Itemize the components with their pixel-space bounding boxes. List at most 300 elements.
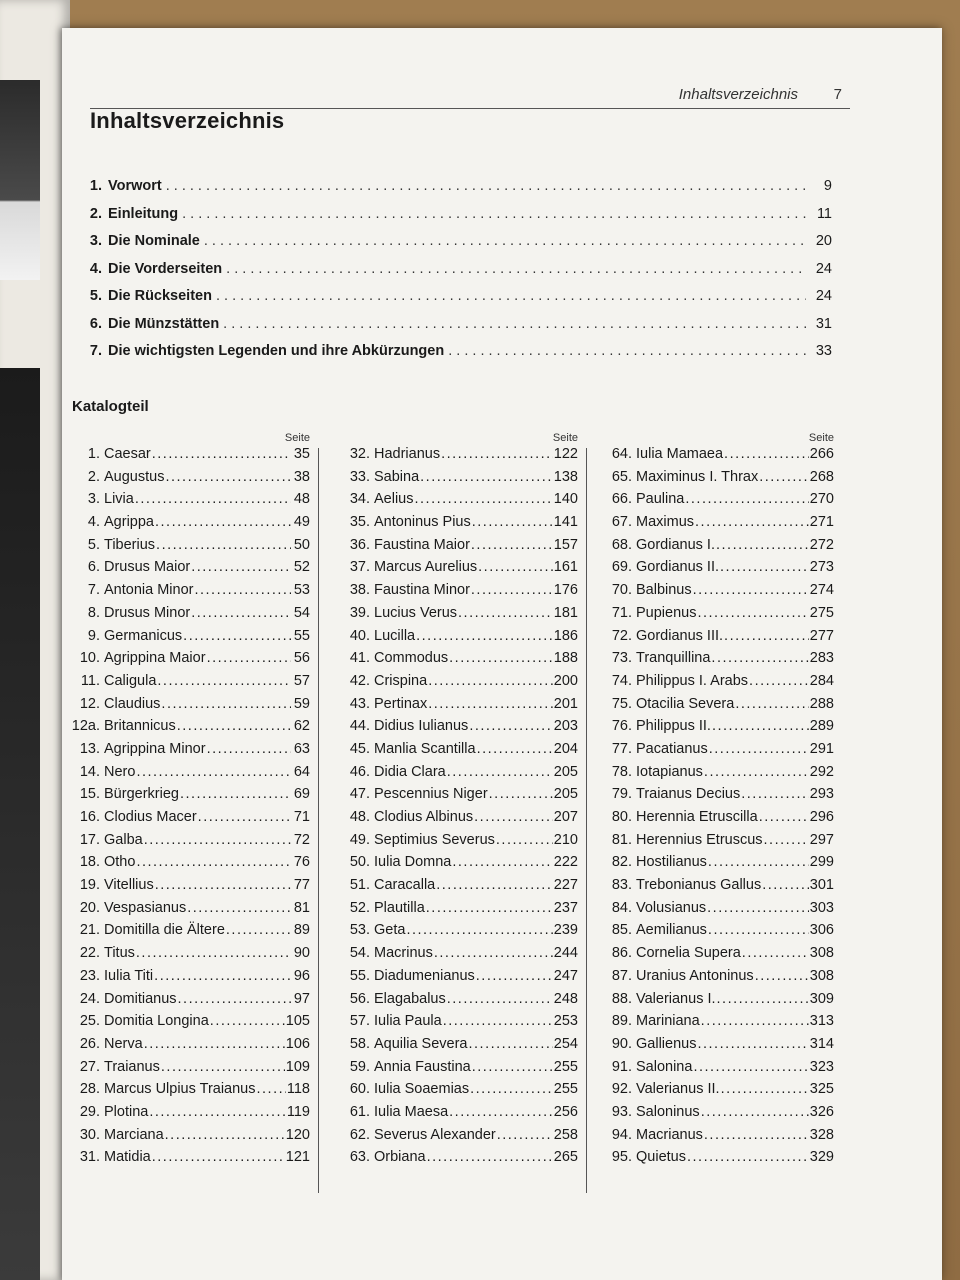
entry-number: 30. [79,1126,100,1143]
entry-number: 92. [611,1081,632,1098]
entry-number: 62. [349,1126,370,1143]
leader-dots [709,741,809,757]
entry-name: Herennia Etruscilla [636,809,758,825]
toc-item-title: Vorwort [108,178,162,194]
entry-page: 325 [809,1081,834,1098]
leader-dots [685,491,808,507]
entry-name: Gordianus I. [636,536,715,553]
entry-number: 22. [79,945,100,962]
entry-name: Philippus I. Arabs [636,672,749,689]
entry-page: 271 [809,514,834,531]
entry-number: 57. [349,1013,370,1030]
entry-number: 4. [87,514,100,531]
catalog-entry [70,1013,310,1036]
entry-name: Saloninus [636,1103,700,1120]
entry-name: Caesar [104,446,151,462]
entry-page: 53 [293,582,310,599]
leader-dots [191,605,291,621]
entry-page: 120 [285,1126,310,1143]
leader-dots [434,945,553,961]
leader-dots [152,446,291,462]
leader-dots [708,854,809,870]
leader-dots [447,764,553,780]
entry-name: Pacatianus [636,740,708,757]
entry-name: Iulia Paula [374,1013,442,1030]
catalog-entry [602,900,834,923]
entry-page: 118 [286,1081,310,1098]
leader-dots [183,628,291,644]
catalog-entry [70,628,310,651]
leader-dots [697,1036,808,1052]
entry-page: 309 [809,990,834,1007]
entry-number: 58. [349,1035,370,1052]
entry-page: 277 [809,627,834,644]
entry-number: 83. [611,877,632,894]
page-column-label: Seite [552,432,578,444]
page-column-label: Seite [808,432,834,444]
catalog-entry [70,877,310,900]
entry-page: 288 [809,695,834,712]
entry-number: 23. [79,967,100,984]
leader-dots [441,446,553,462]
leader-dots [447,991,553,1007]
entry-name: Maximinus I. Thrax [636,468,759,485]
entry-number: 37. [349,559,370,576]
entry-name: Agrippina Minor [104,740,206,757]
leader-dots [762,877,809,893]
leader-dots [216,288,806,304]
entry-page: 205 [553,763,578,780]
leader-dots [198,809,291,825]
entry-name: Titus [104,945,135,962]
catalog-entry [340,945,578,968]
leader-dots [406,922,552,938]
entry-page: 188 [553,650,578,667]
leader-dots [704,1127,809,1143]
leader-dots [721,1081,809,1097]
entry-page: 52 [293,559,310,576]
entry-number: 6. [87,559,100,576]
toc-item-page: 9 [823,178,832,194]
catalog-entry [70,446,310,469]
entry-number: 54. [349,945,370,962]
leader-dots [759,469,809,485]
leader-dots [452,854,552,870]
entry-number: 27. [79,1058,100,1075]
entry-page: 207 [553,809,578,825]
catalog-entry [602,1149,834,1172]
entry-name: Didia Clara [374,763,446,780]
entry-name: Marcus Aurelius [374,559,478,576]
leader-dots [764,832,809,848]
leader-dots [207,741,291,757]
catalog-entry [602,1013,834,1036]
entry-page: 284 [809,672,834,689]
leader-dots [420,469,553,485]
entry-page: 204 [553,740,578,757]
catalog-entry [340,650,578,673]
catalog-entry [340,1081,578,1104]
entry-name: Plotina [104,1103,149,1120]
toc-item-page: 33 [815,343,832,359]
entry-number: 33. [349,468,370,485]
catalog-entry [70,900,310,923]
catalog-heading: Katalogteil [72,398,149,415]
entry-name: Salonina [636,1058,693,1075]
entry-number: 73. [611,650,632,667]
running-header [90,82,850,109]
toc-item-number: 1. [89,178,102,194]
entry-number: 34. [349,491,370,508]
entry-name: Galba [104,831,143,848]
entry-page: 274 [809,582,834,599]
entry-number: 69. [611,559,632,576]
entry-name: Domitia Longina [104,1013,209,1030]
catalog-entry [70,605,310,628]
leader-dots [489,786,553,802]
leader-dots [701,1104,809,1120]
entry-page: 306 [809,922,834,939]
page-number: 7 [833,86,842,103]
leader-dots [720,559,809,575]
entry-number: 14. [79,763,100,780]
leader-dots [436,877,553,893]
entry-name: Annia Faustina [374,1058,471,1075]
leader-dots [154,968,291,984]
entry-name: Augustus [104,468,165,485]
catalog-entry [602,673,834,696]
leader-dots [449,1104,553,1120]
leader-dots [204,233,806,249]
entry-number: 47. [349,786,370,803]
entry-number: 55. [349,967,370,984]
catalog-entry [340,446,578,469]
entry-name: Clodius Macer [104,809,197,825]
entry-name: Faustina Maior [374,536,470,553]
catalog-entry [340,741,578,764]
entry-number: 94. [611,1126,632,1143]
entry-page: 157 [553,536,578,553]
catalog-entry [602,628,834,651]
entry-number: 71. [611,604,632,621]
catalog-entry [602,559,834,582]
entry-page: 293 [809,786,834,803]
page-column-label: Seite [284,432,310,444]
entry-page: 69 [293,786,310,803]
entry-page: 38 [293,468,310,485]
entry-number: 63. [349,1149,370,1166]
leader-dots [226,922,291,938]
entry-page: 59 [293,695,310,712]
catalog-entry [602,650,834,673]
leader-dots [478,559,553,575]
entry-page: 303 [809,899,834,916]
entry-number: 52. [349,899,370,916]
toc-item-title: Die Nominale [108,233,200,249]
entry-name: Crispina [374,672,428,689]
catalog-entry [602,786,834,809]
leader-dots [687,1149,809,1165]
catalog-entry [340,582,578,605]
catalog-entry [70,1127,310,1150]
catalog-entry [340,1127,578,1150]
catalog-entry [602,968,834,991]
leader-dots [191,559,291,575]
entry-name: Antonia Minor [104,582,194,599]
catalog-entry [602,605,834,628]
entry-name: Otacilia Severa [636,695,735,712]
entry-page: 256 [553,1103,578,1120]
entry-page: 161 [553,559,578,576]
toc-item-title: Einleitung [108,205,179,222]
entry-page: 297 [809,831,834,848]
entry-name: Hostilianus [636,854,707,871]
entry-number: 45. [349,740,370,757]
catalog-entry [602,514,834,537]
entry-page: 54 [293,604,310,621]
entry-number: 50. [349,854,370,871]
catalog-entry [70,922,310,945]
entry-name: Geta [374,922,406,939]
leader-dots [443,1013,553,1029]
entry-page: 121 [285,1149,310,1166]
toc-item-number: 2. [89,205,102,222]
entry-page: 222 [553,854,578,871]
entry-name: Drusus Minor [104,604,191,621]
running-header-title: Inhaltsverzeichnis [678,86,798,103]
entry-number: 66. [611,491,632,508]
catalog-entry [602,854,834,877]
entry-page: 275 [809,604,834,621]
entry-name: Aelius [374,491,414,508]
entry-number: 89. [611,1013,632,1030]
entry-number: 25. [79,1013,100,1030]
entry-name: Herennius Etruscus [636,831,763,848]
leader-dots [469,1036,553,1052]
catalog-entry [602,922,834,945]
entry-number: 90. [611,1035,632,1052]
entry-name: Aemilianus [636,922,707,939]
catalog-entry [340,605,578,628]
entry-number: 53. [349,922,370,939]
entry-page: 308 [809,945,834,962]
entry-name: Faustina Minor [374,582,470,599]
entry-name: Aquilia Severa [374,1035,468,1052]
entry-page: 48 [293,491,310,508]
leader-dots [194,582,291,598]
entry-name: Traianus Decius [636,786,741,803]
entry-number: 64. [611,446,632,462]
entry-page: 49 [293,514,310,531]
catalog-entry [340,628,578,651]
entry-page: 292 [809,763,834,780]
catalog-entry [602,832,834,855]
leader-dots [428,673,553,689]
entry-number: 95. [611,1149,632,1166]
entry-name: Claudius [104,695,161,712]
entry-name: Livia [104,491,134,508]
toc-item-number: 5. [89,288,102,304]
entry-name: Nero [104,763,136,780]
entry-page: 227 [553,877,578,894]
entry-number: 16. [79,809,100,825]
leader-dots [155,877,291,893]
catalog-entry [602,469,834,492]
entry-page: 308 [809,967,834,984]
catalog-entry [70,1149,310,1172]
entry-page: 77 [293,877,310,894]
previous-page-edge [0,0,70,1280]
catalog-entry [70,559,310,582]
catalog-entry [340,1013,578,1036]
leader-dots [161,1059,285,1075]
entry-name: Gordianus III. [636,627,724,644]
catalog-entry [602,1104,834,1127]
entry-number: 17. [79,831,100,848]
entry-page: 81 [293,899,310,916]
entry-page: 119 [286,1103,310,1120]
entry-page: 244 [553,945,578,962]
leader-dots [742,945,809,961]
page-title: Inhaltsverzeichnis [90,108,285,133]
entry-name: Philippus II. [636,718,711,735]
catalog-entry [602,1081,834,1104]
leader-dots [708,922,809,938]
entry-page: 62 [293,718,310,735]
entry-number: 86. [611,945,632,962]
toc-item [82,233,832,261]
entry-name: Valerianus I. [636,990,716,1007]
leader-dots [711,650,808,666]
catalog-column-2 [340,432,578,1172]
entry-page: 97 [293,990,310,1007]
entry-name: Nerva [104,1035,143,1052]
catalog-entry [602,718,834,741]
entry-page: 72 [293,831,310,848]
entry-name: Orbiana [374,1149,426,1166]
entry-name: Balbinus [636,582,692,599]
entry-name: Cornelia Supera [636,945,741,962]
entry-page: 289 [809,718,834,735]
catalog-column-1 [70,432,310,1172]
entry-number: 19. [79,877,100,894]
entry-name: Iulia Maesa [374,1103,449,1120]
entry-number: 36. [349,536,370,553]
entry-number: 28. [79,1081,100,1098]
entry-page: 89 [293,922,310,939]
catalog-entry [340,1149,578,1172]
entry-page: 141 [553,514,578,531]
catalog-entry [340,991,578,1014]
leader-dots [426,900,553,916]
entry-number: 68. [611,536,632,553]
leader-dots [207,650,291,666]
leader-dots [471,582,553,598]
entry-number: 60. [349,1081,370,1098]
entry-page: 239 [553,922,578,939]
leader-dots [470,1081,553,1097]
leader-dots [471,537,553,553]
toc-item-number: 3. [89,233,102,249]
entry-name: Iulia Domna [374,854,452,871]
leader-dots [496,832,553,848]
toc-list [82,178,832,371]
entry-name: Iotapianus [636,763,703,780]
catalog-entry [340,854,578,877]
catalog-entry [602,991,834,1014]
entry-page: 270 [809,491,834,508]
leader-dots [448,343,806,359]
leader-dots [180,786,291,802]
entry-page: 35 [293,446,310,462]
entry-number: 10. [79,650,100,667]
entry-page: 176 [553,582,578,599]
entry-number: 59. [349,1058,370,1075]
catalog-entry [602,764,834,787]
leader-dots [717,991,809,1007]
entry-page: 314 [809,1035,834,1052]
catalog-entry [70,469,310,492]
entry-page: 203 [553,718,578,735]
entry-name: Tiberius [104,536,156,553]
catalog-entry [602,1059,834,1082]
entry-page: 186 [553,627,578,644]
entry-name: Britannicus [104,718,176,735]
entry-number: 51. [349,877,370,894]
toc-item-number: 4. [89,260,102,277]
leader-dots [226,261,806,277]
entry-page: 273 [809,559,834,576]
catalog-entry [340,696,578,719]
leader-dots [210,1013,285,1029]
toc-item [82,288,832,316]
entry-number: 32. [349,446,370,462]
entry-number: 78. [611,763,632,780]
leader-dots [165,1127,285,1143]
catalog-entry [70,673,310,696]
leader-dots [759,809,809,825]
toc-item-title: Die Vorderseiten [108,260,223,277]
toc-item [82,206,832,234]
entry-number: 11. [80,672,100,689]
entry-number: 67. [611,514,632,531]
leader-dots [178,991,291,1007]
entry-page: 105 [285,1013,310,1030]
leader-dots [416,628,553,644]
leader-dots [223,316,806,332]
entry-name: Lucilla [374,627,416,644]
leader-dots [449,650,553,666]
entry-page: 299 [809,854,834,871]
entry-number: 13. [79,740,100,757]
entry-page: 50 [293,536,310,553]
entry-page: 313 [809,1013,834,1030]
entry-name: Didius Iulianus [374,718,469,735]
toc-item-page: 11 [816,205,832,222]
entry-number: 15. [79,786,100,803]
toc-item [82,261,832,289]
toc-item-page: 24 [815,288,832,304]
entry-name: Gordianus II. [636,559,720,576]
catalog-entry [340,877,578,900]
catalog-entry [70,1081,310,1104]
leader-dots [474,809,553,825]
previous-page-photo-dark [0,368,40,1280]
leader-dots [427,1149,553,1165]
entry-page: 253 [553,1013,578,1030]
leader-dots [712,718,809,734]
toc-item-title: Die Rückseiten [108,288,212,304]
